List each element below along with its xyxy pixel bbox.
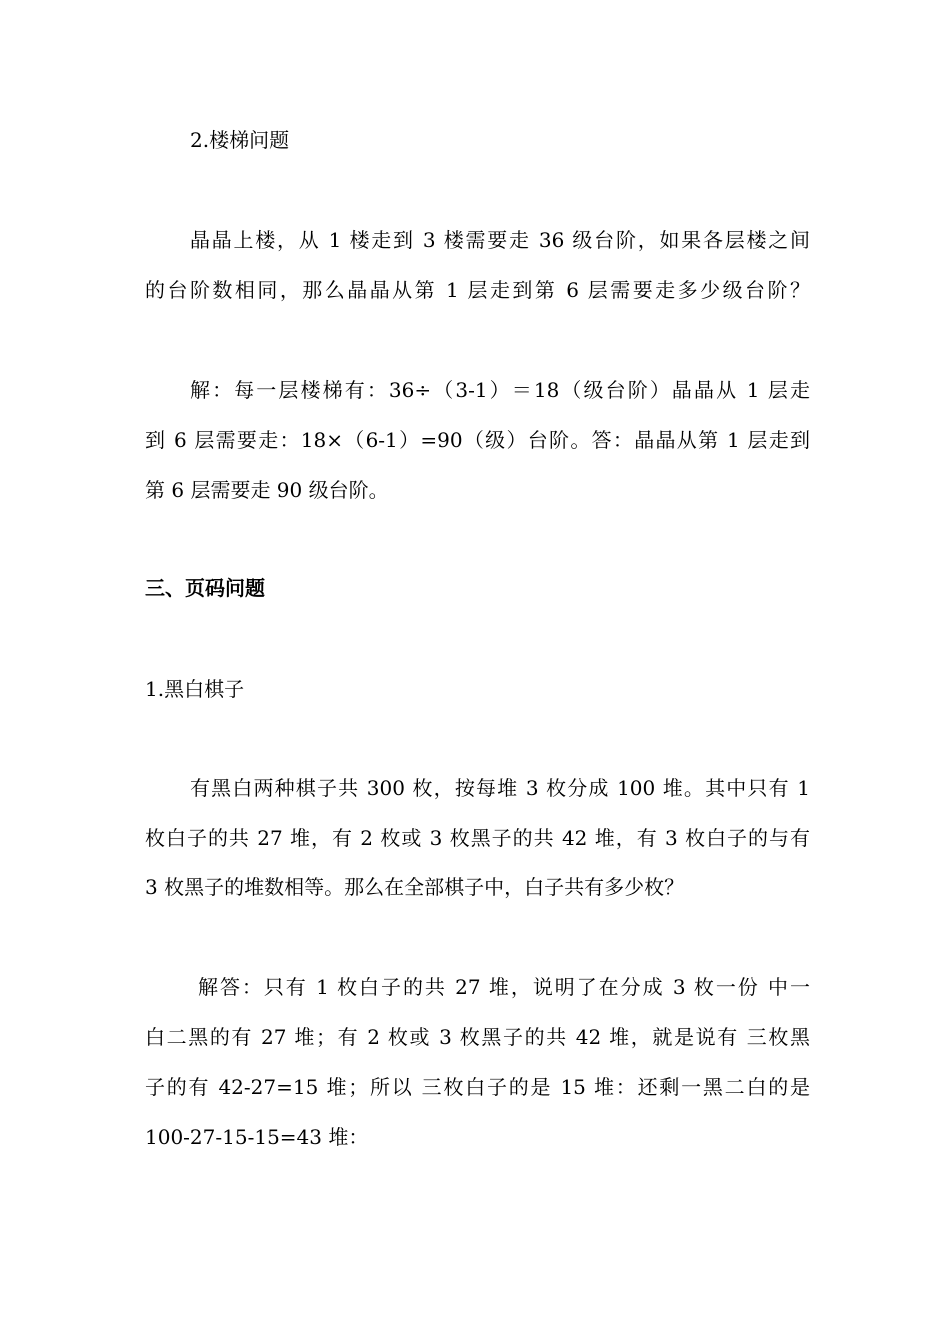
chess-solution-line-2: 白二黑的有 27 堆；有 2 枚或 3 枚黑子的共 42 堆，就是说有 三枚黑 bbox=[145, 1025, 810, 1049]
stairs-solution-line-2: 到 6 层需要走：18×（6-1）=90（级）台阶。答：晶晶从第 1 层走到 bbox=[145, 428, 810, 452]
section3-heading: 三、页码问题 bbox=[145, 576, 265, 600]
chess-problem-line-3: 3 枚黑子的堆数相等。那么在全部棋子中，白子共有多少枚？ bbox=[145, 875, 685, 899]
stairs-problem-line-1: 晶晶上楼，从 1 楼走到 3 楼需要走 36 级台阶，如果各层楼之间 bbox=[190, 228, 810, 252]
chess-problem-line-2: 枚白子的共 27 堆，有 2 枚或 3 枚黑子的共 42 堆，有 3 枚白子的与有 bbox=[145, 826, 810, 850]
section2-subtitle: 2.楼梯问题 bbox=[190, 128, 290, 152]
stairs-solution-line-1: 解：每一层楼梯有：36÷（3-1）＝18（级台阶）晶晶从 1 层走 bbox=[190, 378, 810, 402]
stairs-problem-line-2: 的台阶数相同，那么晶晶从第 1 层走到第 6 层需要走多少级台阶？ bbox=[145, 278, 810, 302]
chess-solution-line-3: 子的有 42-27=15 堆；所以 三枚白子的是 15 堆：还剩一黑二白的是 bbox=[145, 1075, 810, 1099]
stairs-solution-line-3: 第 6 层需要走 90 级台阶。 bbox=[145, 478, 389, 502]
chess-solution-line-4: 100-27-15-15=43 堆： bbox=[145, 1125, 369, 1149]
subsection1-title: 1.黑白棋子 bbox=[145, 677, 245, 701]
chess-solution-line-1: 解答：只有 1 枚白子的共 27 堆，说明了在分成 3 枚一份 中一 bbox=[198, 975, 810, 999]
chess-problem-line-1: 有黑白两种棋子共 300 枚，按每堆 3 枚分成 100 堆。其中只有 1 bbox=[190, 776, 810, 800]
